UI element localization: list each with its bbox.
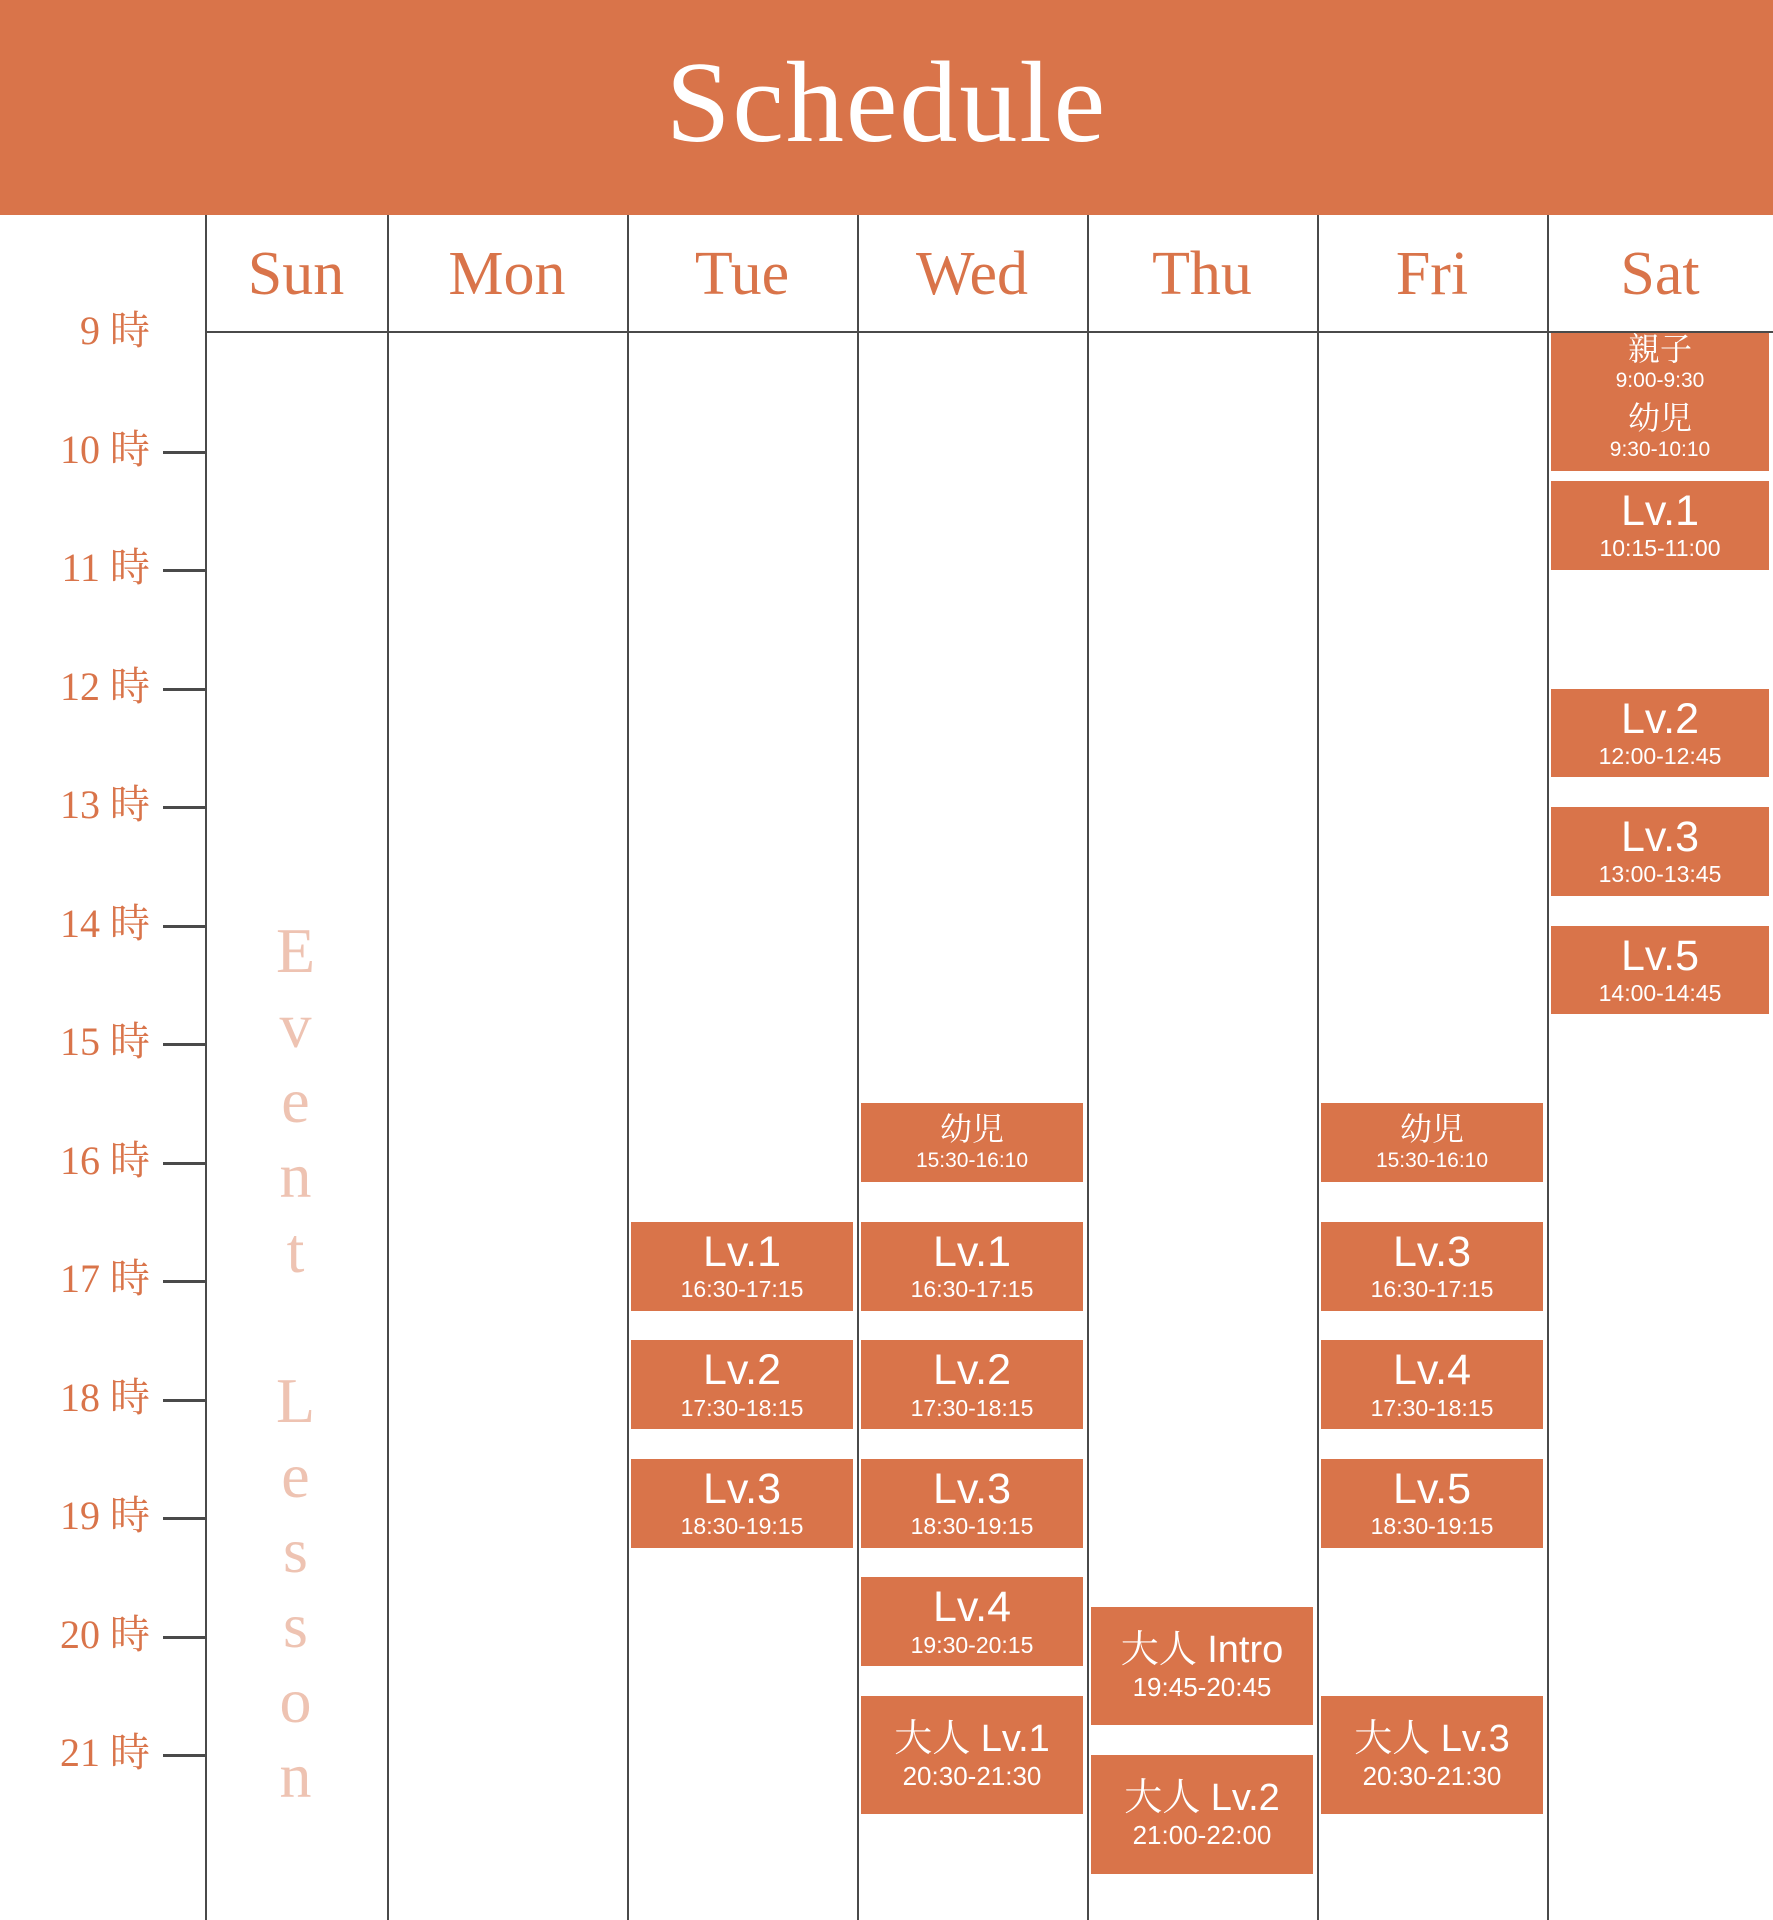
class-time: 20:30-21:30 [1362,1760,1502,1791]
event-lesson-watermark: Event Lesson [260,915,331,1815]
class-block[interactable] [861,1696,1083,1815]
class-block[interactable] [861,1459,1083,1548]
time-tick-16 [163,1162,205,1165]
class-block[interactable] [631,1222,853,1311]
class-name: Lv.4 [932,1583,1012,1632]
class-block[interactable] [631,1459,853,1548]
class-time: 16:30-17:15 [910,1276,1034,1303]
class-name: Lv.3 [932,1464,1012,1513]
time-tick-17 [163,1280,205,1283]
class-name: Lv.4 [1392,1346,1472,1395]
time-label-10: 10 時 [60,426,150,472]
class-name: 幼児 [1399,1111,1464,1148]
time-label-21: 21 時 [60,1730,150,1775]
time-label-12: 12 時 [60,663,150,709]
page-title: Schedule [665,38,1108,167]
day-header-thu: Thu [1152,239,1252,308]
class-block[interactable] [1551,481,1769,570]
class-time: 20:30-21:30 [902,1760,1042,1791]
class-time: 21:00-22:00 [1132,1819,1272,1850]
time-label-11: 11 時 [61,545,150,590]
class-block[interactable] [861,1222,1083,1311]
class-time: 18:30-19:15 [1370,1513,1494,1540]
day-header-fri: Fri [1395,239,1469,308]
class-time: 17:30-18:15 [1370,1394,1494,1421]
class-time: 12:00-12:45 [1598,742,1722,769]
class-block[interactable] [1321,1340,1543,1429]
class-time: 10:15-11:00 [1599,535,1721,562]
time-label-19: 19 時 [60,1493,150,1538]
class-time: 19:30-20:15 [910,1631,1034,1658]
time-label-16: 16 時 [60,1137,150,1183]
class-block[interactable] [1091,1607,1313,1726]
time-tick-15 [163,1043,205,1046]
class-block[interactable] [1551,926,1769,1015]
day-header-mon: Mon [448,239,566,308]
class-block[interactable] [631,1340,853,1429]
class-time: 18:30-19:15 [910,1513,1034,1540]
column-divider [1087,215,1089,1920]
time-label-9: 9 時 [80,308,150,353]
class-name: 幼児 [939,1111,1004,1148]
class-name: 大人 Intro [1120,1628,1284,1671]
class-time: 17:30-18:15 [910,1394,1034,1421]
class-block[interactable] [861,1103,1083,1182]
schedule-grid [0,215,1773,1920]
column-divider [1317,215,1319,1920]
class-block[interactable] [1321,1459,1543,1548]
time-label-20: 20 時 [60,1611,150,1657]
time-tick-20 [163,1636,205,1639]
class-time: 16:30-17:15 [1370,1276,1494,1303]
class-time: 19:45-20:45 [1132,1671,1272,1702]
class-block[interactable] [1321,1103,1543,1182]
column-divider [205,215,207,1920]
column-divider [627,215,629,1920]
class-name: Lv.3 [1392,1227,1472,1276]
class-block[interactable] [1321,1222,1543,1311]
class-time: 15:30-16:10 [915,1149,1029,1172]
time-tick-14 [163,925,205,928]
class-name: Lv.5 [1620,931,1700,980]
time-tick-21 [163,1754,205,1757]
header-banner [0,0,1773,215]
class-name: Lv.2 [1620,694,1700,743]
time-label-15: 15 時 [60,1019,150,1064]
class-time: 15:30-16:10 [1375,1149,1489,1172]
class-name: Lv.1 [1620,487,1700,536]
class-name: Lv.5 [1392,1464,1472,1513]
time-tick-19 [163,1517,205,1520]
class-time: 9:30-10:10 [1609,438,1711,461]
class-block[interactable] [861,1340,1083,1429]
class-name: 大人 Lv.3 [1354,1717,1510,1760]
day-header-sat: Sat [1620,239,1700,308]
time-tick-10 [163,451,205,454]
class-name: Lv.2 [932,1346,1012,1395]
day-header-tue: Tue [694,239,790,308]
time-tick-13 [163,806,205,809]
class-name: Lv.2 [702,1346,782,1395]
day-header-wed: Wed [915,239,1029,308]
class-name: 大人 Lv.2 [1124,1777,1280,1819]
column-divider [1547,215,1549,1920]
class-time: 17:30-18:15 [680,1394,804,1421]
class-name: Lv.1 [702,1227,782,1276]
time-label-14: 14 時 [60,900,150,946]
time-tick-18 [163,1399,205,1402]
class-block[interactable] [1551,689,1769,778]
class-name: 大人 Lv.1 [894,1717,1050,1760]
class-time: 18:30-19:15 [680,1513,804,1540]
class-name: Lv.3 [1620,813,1700,862]
class-block[interactable] [1321,1696,1543,1815]
class-time: 13:00-13:45 [1598,861,1722,888]
day-header-sun: Sun [247,239,345,308]
class-name: 幼児 [1627,400,1692,437]
class-block[interactable] [861,1577,1083,1666]
class-name: Lv.3 [702,1464,782,1513]
class-time: 14:00-14:45 [1598,979,1722,1006]
time-tick-12 [163,688,205,691]
class-block[interactable] [1551,807,1769,896]
column-divider [387,215,389,1920]
class-block[interactable] [1091,1755,1313,1874]
class-block[interactable] [1551,392,1769,471]
time-label-18: 18 時 [60,1374,150,1420]
class-time: 16:30-17:15 [680,1276,804,1303]
class-block[interactable] [1551,333,1769,392]
class-time: 9:00-9:30 [1615,368,1705,392]
class-name: 親子 [1627,333,1692,368]
time-label-13: 13 時 [60,782,150,827]
time-tick-11 [163,569,205,572]
column-divider [857,215,859,1920]
class-name: Lv.1 [932,1227,1012,1276]
time-label-17: 17 時 [60,1256,150,1301]
